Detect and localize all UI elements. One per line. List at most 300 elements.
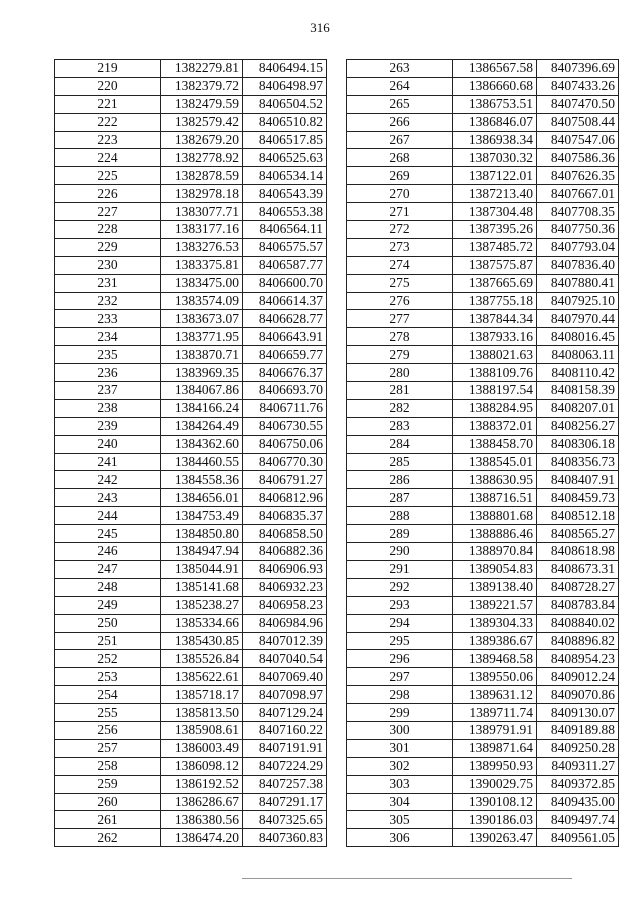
table-row	[347, 578, 619, 596]
table-row	[55, 632, 327, 650]
table-row	[55, 614, 327, 632]
y-coordinate-cell: 8408512.18	[537, 507, 619, 525]
x-coordinate-cell: 1388197.54	[453, 382, 537, 400]
x-coordinate-cell: 1385044.91	[161, 560, 243, 578]
y-coordinate-cell: 8406812.96	[243, 489, 327, 507]
y-coordinate-cell: 8407750.36	[537, 221, 619, 239]
y-coordinate-cell: 8406614.37	[243, 292, 327, 310]
x-coordinate-cell: 1382679.20	[161, 131, 243, 149]
x-coordinate-cell: 1383771.95	[161, 328, 243, 346]
table-row	[347, 596, 619, 614]
point-number-cell: 258	[55, 757, 161, 775]
x-coordinate-cell: 1387575.87	[453, 256, 537, 274]
point-number-cell: 306	[347, 829, 453, 847]
y-coordinate-cell: 8407040.54	[243, 650, 327, 668]
point-number-cell: 249	[55, 596, 161, 614]
table-row	[55, 149, 327, 167]
table-row	[347, 525, 619, 543]
x-coordinate-cell: 1384947.94	[161, 543, 243, 561]
x-coordinate-cell: 1386567.58	[453, 60, 537, 78]
x-coordinate-cell: 1389304.33	[453, 614, 537, 632]
y-coordinate-cell: 8409497.74	[537, 811, 619, 829]
point-number-cell: 291	[347, 560, 453, 578]
x-coordinate-cell: 1382279.81	[161, 60, 243, 78]
point-number-cell: 233	[55, 310, 161, 328]
table-row	[55, 757, 327, 775]
table-row	[347, 203, 619, 221]
table-row	[55, 560, 327, 578]
table-row	[55, 489, 327, 507]
x-coordinate-cell: 1385718.17	[161, 686, 243, 704]
table-row	[347, 328, 619, 346]
y-coordinate-cell: 8409070.86	[537, 686, 619, 704]
table-row	[55, 221, 327, 239]
table-row	[347, 614, 619, 632]
y-coordinate-cell: 8406575.57	[243, 238, 327, 256]
table-row	[55, 704, 327, 722]
point-number-cell: 273	[347, 238, 453, 256]
y-coordinate-cell: 8407925.10	[537, 292, 619, 310]
x-coordinate-cell: 1389950.93	[453, 757, 537, 775]
y-coordinate-cell: 8408110.42	[537, 364, 619, 382]
x-coordinate-cell: 1389871.64	[453, 739, 537, 757]
x-coordinate-cell: 1382579.42	[161, 113, 243, 131]
y-coordinate-cell: 8409189.88	[537, 721, 619, 739]
point-number-cell: 231	[55, 274, 161, 292]
table-row	[55, 185, 327, 203]
y-coordinate-cell: 8408256.27	[537, 417, 619, 435]
y-coordinate-cell: 8406791.27	[243, 471, 327, 489]
x-coordinate-cell: 1385430.85	[161, 632, 243, 650]
point-number-cell: 277	[347, 310, 453, 328]
x-coordinate-cell: 1387755.18	[453, 292, 537, 310]
y-coordinate-cell: 8407012.39	[243, 632, 327, 650]
table-row	[347, 60, 619, 78]
y-coordinate-cell: 8406564.11	[243, 221, 327, 239]
point-number-cell: 227	[55, 203, 161, 221]
table-row	[347, 775, 619, 793]
point-number-cell: 304	[347, 793, 453, 811]
table-row	[347, 632, 619, 650]
x-coordinate-cell: 1387933.16	[453, 328, 537, 346]
x-coordinate-cell: 1388545.01	[453, 453, 537, 471]
x-coordinate-cell: 1384753.49	[161, 507, 243, 525]
point-number-cell: 268	[347, 149, 453, 167]
table-row	[55, 203, 327, 221]
y-coordinate-cell: 8407224.29	[243, 757, 327, 775]
y-coordinate-cell: 8406504.52	[243, 95, 327, 113]
x-coordinate-cell: 1387395.26	[453, 221, 537, 239]
table-row	[347, 221, 619, 239]
x-coordinate-cell: 1385238.27	[161, 596, 243, 614]
x-coordinate-cell: 1390108.12	[453, 793, 537, 811]
point-number-cell: 284	[347, 435, 453, 453]
x-coordinate-cell: 1387304.48	[453, 203, 537, 221]
table-row	[347, 167, 619, 185]
point-number-cell: 250	[55, 614, 161, 632]
x-coordinate-cell: 1383673.07	[161, 310, 243, 328]
table-row	[347, 77, 619, 95]
x-coordinate-cell: 1390263.47	[453, 829, 537, 847]
point-number-cell: 246	[55, 543, 161, 561]
x-coordinate-cell: 1383969.35	[161, 364, 243, 382]
y-coordinate-cell: 8406498.97	[243, 77, 327, 95]
point-number-cell: 305	[347, 811, 453, 829]
x-coordinate-cell: 1386286.67	[161, 793, 243, 811]
y-coordinate-cell: 8406553.38	[243, 203, 327, 221]
table-row	[55, 167, 327, 185]
point-number-cell: 224	[55, 149, 161, 167]
table-row	[55, 453, 327, 471]
x-coordinate-cell: 1388970.84	[453, 543, 537, 561]
table-row	[347, 650, 619, 668]
table-row	[55, 238, 327, 256]
y-coordinate-cell: 8408016.45	[537, 328, 619, 346]
bottom-rule	[242, 878, 572, 879]
y-coordinate-cell: 8407793.04	[537, 238, 619, 256]
x-coordinate-cell: 1383870.71	[161, 346, 243, 364]
y-coordinate-cell: 8407880.41	[537, 274, 619, 292]
point-number-cell: 260	[55, 793, 161, 811]
table-row	[55, 131, 327, 149]
point-number-cell: 290	[347, 543, 453, 561]
x-coordinate-cell: 1382778.92	[161, 149, 243, 167]
x-coordinate-cell: 1389138.40	[453, 578, 537, 596]
table-row	[55, 525, 327, 543]
x-coordinate-cell: 1382379.72	[161, 77, 243, 95]
table-row	[55, 829, 327, 847]
y-coordinate-cell: 8406932.23	[243, 578, 327, 596]
point-number-cell: 269	[347, 167, 453, 185]
table-row	[55, 417, 327, 435]
table-row	[55, 113, 327, 131]
point-number-cell: 230	[55, 256, 161, 274]
point-number-cell: 281	[347, 382, 453, 400]
x-coordinate-cell: 1383475.00	[161, 274, 243, 292]
table-row	[347, 489, 619, 507]
point-number-cell: 265	[347, 95, 453, 113]
y-coordinate-cell: 8407098.97	[243, 686, 327, 704]
x-coordinate-cell: 1390186.03	[453, 811, 537, 829]
point-number-cell: 270	[347, 185, 453, 203]
y-coordinate-cell: 8408673.31	[537, 560, 619, 578]
table-row	[55, 578, 327, 596]
point-number-cell: 226	[55, 185, 161, 203]
y-coordinate-cell: 8407836.40	[537, 256, 619, 274]
table-row	[55, 310, 327, 328]
point-number-cell: 236	[55, 364, 161, 382]
x-coordinate-cell: 1386192.52	[161, 775, 243, 793]
point-number-cell: 244	[55, 507, 161, 525]
y-coordinate-cell: 8407470.50	[537, 95, 619, 113]
coordinate-table-right	[346, 59, 619, 847]
table-row	[347, 238, 619, 256]
y-coordinate-cell: 8407508.44	[537, 113, 619, 131]
table-row	[55, 775, 327, 793]
table-row	[347, 346, 619, 364]
y-coordinate-cell: 8406600.70	[243, 274, 327, 292]
table-row	[347, 382, 619, 400]
point-number-cell: 222	[55, 113, 161, 131]
y-coordinate-cell: 8407667.01	[537, 185, 619, 203]
point-number-cell: 242	[55, 471, 161, 489]
y-coordinate-cell: 8406882.36	[243, 543, 327, 561]
x-coordinate-cell: 1389791.91	[453, 721, 537, 739]
point-number-cell: 253	[55, 668, 161, 686]
point-number-cell: 240	[55, 435, 161, 453]
x-coordinate-cell: 1390029.75	[453, 775, 537, 793]
point-number-cell: 294	[347, 614, 453, 632]
x-coordinate-cell: 1384656.01	[161, 489, 243, 507]
y-coordinate-cell: 8406587.77	[243, 256, 327, 274]
y-coordinate-cell: 8408459.73	[537, 489, 619, 507]
x-coordinate-cell: 1387213.40	[453, 185, 537, 203]
point-number-cell: 296	[347, 650, 453, 668]
x-coordinate-cell: 1389631.12	[453, 686, 537, 704]
y-coordinate-cell: 8406835.37	[243, 507, 327, 525]
table-row	[347, 686, 619, 704]
table-row	[347, 811, 619, 829]
y-coordinate-cell: 8406534.14	[243, 167, 327, 185]
point-number-cell: 276	[347, 292, 453, 310]
point-number-cell: 245	[55, 525, 161, 543]
point-number-cell: 264	[347, 77, 453, 95]
point-number-cell: 299	[347, 704, 453, 722]
point-number-cell: 248	[55, 578, 161, 596]
point-number-cell: 263	[347, 60, 453, 78]
x-coordinate-cell: 1388372.01	[453, 417, 537, 435]
point-number-cell: 289	[347, 525, 453, 543]
table-row	[347, 292, 619, 310]
table-row	[347, 113, 619, 131]
table-row	[347, 185, 619, 203]
x-coordinate-cell: 1384362.60	[161, 435, 243, 453]
point-number-cell: 293	[347, 596, 453, 614]
table-row	[347, 543, 619, 561]
x-coordinate-cell: 1386938.34	[453, 131, 537, 149]
x-coordinate-cell: 1386753.51	[453, 95, 537, 113]
x-coordinate-cell: 1384460.55	[161, 453, 243, 471]
y-coordinate-cell: 8407586.36	[537, 149, 619, 167]
point-number-cell: 237	[55, 382, 161, 400]
point-number-cell: 229	[55, 238, 161, 256]
y-coordinate-cell: 8406525.63	[243, 149, 327, 167]
x-coordinate-cell: 1389386.67	[453, 632, 537, 650]
table-row	[347, 829, 619, 847]
table-row	[55, 435, 327, 453]
y-coordinate-cell: 8408356.73	[537, 453, 619, 471]
table-row	[55, 686, 327, 704]
x-coordinate-cell: 1385622.61	[161, 668, 243, 686]
x-coordinate-cell: 1387485.72	[453, 238, 537, 256]
table-row	[347, 453, 619, 471]
x-coordinate-cell: 1385141.68	[161, 578, 243, 596]
y-coordinate-cell: 8406643.91	[243, 328, 327, 346]
y-coordinate-cell: 8409250.28	[537, 739, 619, 757]
point-number-cell: 239	[55, 417, 161, 435]
y-coordinate-cell: 8408896.82	[537, 632, 619, 650]
x-coordinate-cell: 1389468.58	[453, 650, 537, 668]
point-number-cell: 303	[347, 775, 453, 793]
table-row	[347, 560, 619, 578]
x-coordinate-cell: 1386003.49	[161, 739, 243, 757]
point-number-cell: 271	[347, 203, 453, 221]
x-coordinate-cell: 1388109.76	[453, 364, 537, 382]
point-number-cell: 287	[347, 489, 453, 507]
table-row	[347, 256, 619, 274]
point-number-cell: 235	[55, 346, 161, 364]
point-number-cell: 262	[55, 829, 161, 847]
y-coordinate-cell: 8409372.85	[537, 775, 619, 793]
table-row	[55, 346, 327, 364]
y-coordinate-cell: 8406958.23	[243, 596, 327, 614]
point-number-cell: 223	[55, 131, 161, 149]
table-row	[55, 60, 327, 78]
y-coordinate-cell: 8406770.30	[243, 453, 327, 471]
x-coordinate-cell: 1384264.49	[161, 417, 243, 435]
y-coordinate-cell: 8408618.98	[537, 543, 619, 561]
x-coordinate-cell: 1383574.09	[161, 292, 243, 310]
x-coordinate-cell: 1385334.66	[161, 614, 243, 632]
table-row	[347, 399, 619, 417]
y-coordinate-cell: 8407626.35	[537, 167, 619, 185]
y-coordinate-cell: 8407396.69	[537, 60, 619, 78]
point-number-cell: 300	[347, 721, 453, 739]
x-coordinate-cell: 1389550.06	[453, 668, 537, 686]
x-coordinate-cell: 1389711.74	[453, 704, 537, 722]
y-coordinate-cell: 8406750.06	[243, 435, 327, 453]
x-coordinate-cell: 1382878.59	[161, 167, 243, 185]
table-row	[55, 292, 327, 310]
x-coordinate-cell: 1386660.68	[453, 77, 537, 95]
point-number-cell: 292	[347, 578, 453, 596]
y-coordinate-cell: 8408840.02	[537, 614, 619, 632]
x-coordinate-cell: 1385908.61	[161, 721, 243, 739]
x-coordinate-cell: 1387844.34	[453, 310, 537, 328]
y-coordinate-cell: 8409130.07	[537, 704, 619, 722]
x-coordinate-cell: 1388021.63	[453, 346, 537, 364]
point-number-cell: 259	[55, 775, 161, 793]
y-coordinate-cell: 8407160.22	[243, 721, 327, 739]
x-coordinate-cell: 1382479.59	[161, 95, 243, 113]
y-coordinate-cell: 8406730.55	[243, 417, 327, 435]
y-coordinate-cell: 8408158.39	[537, 382, 619, 400]
x-coordinate-cell: 1388886.46	[453, 525, 537, 543]
y-coordinate-cell: 8408728.27	[537, 578, 619, 596]
y-coordinate-cell: 8406494.15	[243, 60, 327, 78]
table-row	[55, 471, 327, 489]
x-coordinate-cell: 1384558.36	[161, 471, 243, 489]
table-row	[55, 596, 327, 614]
y-coordinate-cell: 8407970.44	[537, 310, 619, 328]
point-number-cell: 219	[55, 60, 161, 78]
y-coordinate-cell: 8407129.24	[243, 704, 327, 722]
table-row	[347, 274, 619, 292]
x-coordinate-cell: 1388630.95	[453, 471, 537, 489]
x-coordinate-cell: 1384166.24	[161, 399, 243, 417]
point-number-cell: 234	[55, 328, 161, 346]
y-coordinate-cell: 8409561.05	[537, 829, 619, 847]
table-row	[55, 95, 327, 113]
table-row	[55, 274, 327, 292]
table-row	[55, 507, 327, 525]
point-number-cell: 228	[55, 221, 161, 239]
table-row	[55, 382, 327, 400]
point-number-cell: 266	[347, 113, 453, 131]
table-row	[347, 668, 619, 686]
point-number-cell: 241	[55, 453, 161, 471]
x-coordinate-cell: 1385526.84	[161, 650, 243, 668]
y-coordinate-cell: 8406659.77	[243, 346, 327, 364]
y-coordinate-cell: 8406858.50	[243, 525, 327, 543]
x-coordinate-cell: 1388801.68	[453, 507, 537, 525]
y-coordinate-cell: 8408407.91	[537, 471, 619, 489]
y-coordinate-cell: 8406676.37	[243, 364, 327, 382]
y-coordinate-cell: 8408565.27	[537, 525, 619, 543]
point-number-cell: 261	[55, 811, 161, 829]
point-number-cell: 283	[347, 417, 453, 435]
table-row	[347, 757, 619, 775]
y-coordinate-cell: 8408063.11	[537, 346, 619, 364]
point-number-cell: 256	[55, 721, 161, 739]
y-coordinate-cell: 8406517.85	[243, 131, 327, 149]
y-coordinate-cell: 8407291.17	[243, 793, 327, 811]
point-number-cell: 247	[55, 560, 161, 578]
y-coordinate-cell: 8407433.26	[537, 77, 619, 95]
point-number-cell: 278	[347, 328, 453, 346]
point-number-cell: 285	[347, 453, 453, 471]
x-coordinate-cell: 1383375.81	[161, 256, 243, 274]
table-row	[55, 328, 327, 346]
x-coordinate-cell: 1384850.80	[161, 525, 243, 543]
x-coordinate-cell: 1383077.71	[161, 203, 243, 221]
y-coordinate-cell: 8406543.39	[243, 185, 327, 203]
y-coordinate-cell: 8407069.40	[243, 668, 327, 686]
point-number-cell: 243	[55, 489, 161, 507]
point-number-cell: 282	[347, 399, 453, 417]
y-coordinate-cell: 8409311.27	[537, 757, 619, 775]
y-coordinate-cell: 8407547.06	[537, 131, 619, 149]
coordinate-table-left	[54, 59, 327, 847]
x-coordinate-cell: 1383177.16	[161, 221, 243, 239]
x-coordinate-cell: 1386380.56	[161, 811, 243, 829]
point-number-cell: 220	[55, 77, 161, 95]
y-coordinate-cell: 8406984.96	[243, 614, 327, 632]
y-coordinate-cell: 8406906.93	[243, 560, 327, 578]
point-number-cell: 254	[55, 686, 161, 704]
x-coordinate-cell: 1389054.83	[453, 560, 537, 578]
x-coordinate-cell: 1386846.07	[453, 113, 537, 131]
table-row	[347, 721, 619, 739]
y-coordinate-cell: 8407325.65	[243, 811, 327, 829]
y-coordinate-cell: 8409435.00	[537, 793, 619, 811]
y-coordinate-cell: 8408306.18	[537, 435, 619, 453]
y-coordinate-cell: 8408207.01	[537, 399, 619, 417]
point-number-cell: 255	[55, 704, 161, 722]
point-number-cell: 288	[347, 507, 453, 525]
x-coordinate-cell: 1388284.95	[453, 399, 537, 417]
point-number-cell: 238	[55, 399, 161, 417]
point-number-cell: 232	[55, 292, 161, 310]
table-row	[347, 95, 619, 113]
point-number-cell: 267	[347, 131, 453, 149]
x-coordinate-cell: 1387122.01	[453, 167, 537, 185]
y-coordinate-cell: 8406510.82	[243, 113, 327, 131]
x-coordinate-cell: 1382978.18	[161, 185, 243, 203]
point-number-cell: 286	[347, 471, 453, 489]
y-coordinate-cell: 8406693.70	[243, 382, 327, 400]
x-coordinate-cell: 1388716.51	[453, 489, 537, 507]
